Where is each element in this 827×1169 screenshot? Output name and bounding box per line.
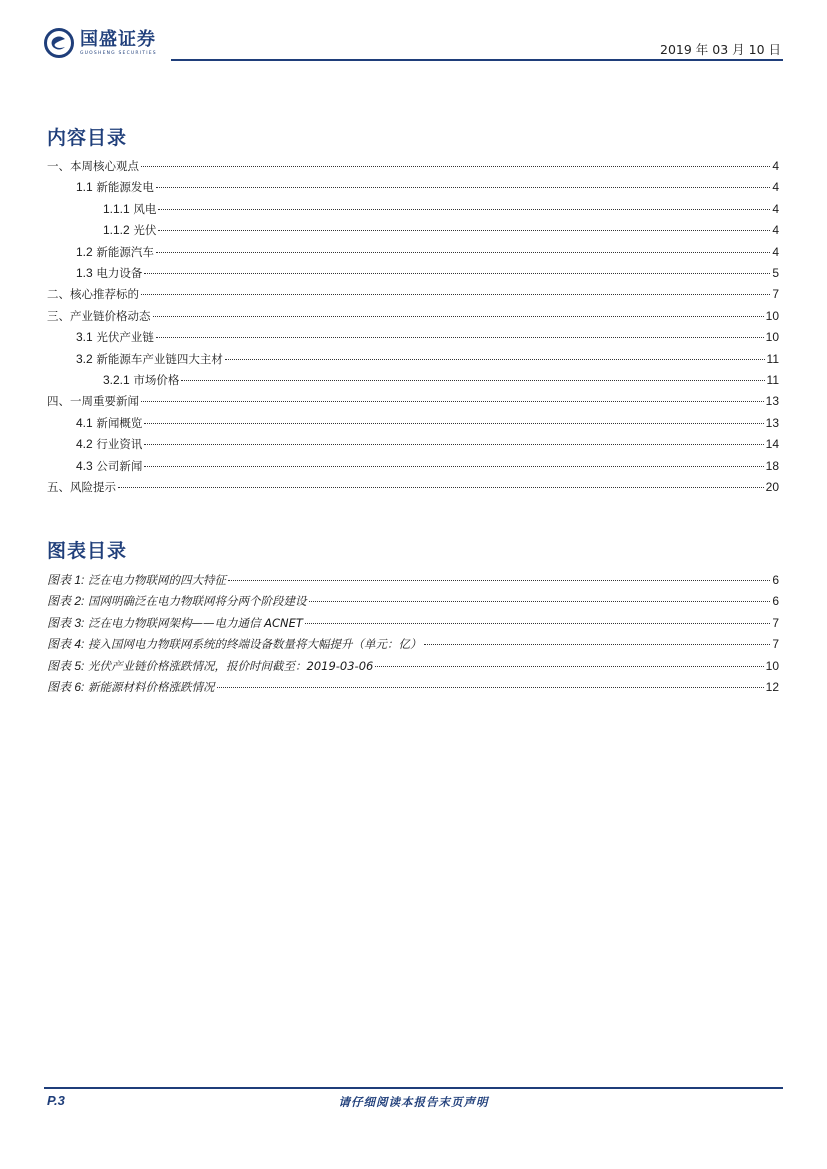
header-divider bbox=[171, 59, 783, 61]
toc-entry-text: 二、核心推荐标的 bbox=[47, 287, 139, 302]
toc-entry-page: 18 bbox=[765, 458, 779, 473]
figure-entry-text: 泛在电力物联网架构——电力通信 ACNET bbox=[88, 615, 303, 630]
disclaimer-text: 请仔细阅读本报告末页声明 bbox=[338, 1095, 489, 1109]
toc-entry-label bbox=[103, 372, 179, 388]
toc-entry-text: 新能源发电 bbox=[96, 180, 154, 195]
toc-entry-page: 10 bbox=[765, 330, 779, 345]
toc-entry-page: 14 bbox=[765, 437, 779, 452]
leader-dots bbox=[158, 230, 770, 231]
leader-dots bbox=[141, 294, 770, 295]
toc-entry-number: 1.1 bbox=[76, 180, 93, 195]
toc-entry-page: 4 bbox=[772, 244, 779, 259]
figure-entry-text: 新能源材料价格涨跌情况 bbox=[88, 680, 215, 694]
report-date: 2019 年 03 月 10 日 bbox=[660, 42, 781, 57]
toc-entry-label bbox=[103, 222, 156, 238]
leader-dots bbox=[158, 209, 770, 210]
figure-entry[interactable] bbox=[47, 614, 779, 634]
leader-dots bbox=[144, 423, 763, 424]
toc-entry-text: 行业资讯 bbox=[96, 437, 143, 452]
toc-entry-text: 光伏产业链 bbox=[96, 330, 154, 345]
figure-entry-number: 图表 5: bbox=[47, 658, 85, 673]
toc-entry-page: 4 bbox=[772, 159, 779, 173]
figure-entry-label bbox=[47, 571, 226, 588]
toc-entry-label bbox=[47, 158, 139, 174]
toc-entry-page: 4 bbox=[772, 201, 779, 216]
figure-entry-page: 7 bbox=[772, 615, 779, 630]
toc-entry-label bbox=[47, 393, 139, 409]
toc-entry-text: 光伏 bbox=[133, 223, 157, 238]
toc-entry[interactable] bbox=[47, 308, 779, 328]
toc-entry-label bbox=[76, 436, 142, 452]
figure-entry-label bbox=[47, 657, 373, 674]
figure-entry-page: 6 bbox=[772, 594, 779, 609]
toc-entry[interactable] bbox=[47, 158, 779, 178]
toc-entry-text: 电力设备 bbox=[96, 266, 143, 280]
leader-dots bbox=[156, 187, 770, 188]
figure-entry-label bbox=[47, 614, 303, 631]
figure-entry-label bbox=[47, 592, 307, 609]
brand-name-cn: 国盛证券 bbox=[80, 28, 156, 50]
toc-entry[interactable] bbox=[76, 244, 779, 264]
toc-entry-page: 7 bbox=[772, 287, 779, 302]
leader-dots bbox=[141, 401, 764, 402]
toc-entry-page: 11 bbox=[766, 351, 779, 366]
leader-dots bbox=[305, 623, 770, 624]
toc-entry-text: 市场价格 bbox=[133, 373, 180, 387]
toc-entry[interactable] bbox=[47, 393, 779, 413]
toc-entry-number: 3.2 bbox=[76, 351, 93, 366]
figure-entry-page: 7 bbox=[772, 637, 779, 652]
page-header bbox=[44, 24, 783, 64]
leader-dots bbox=[156, 337, 764, 338]
toc-entry-page: 5 bbox=[772, 266, 779, 280]
figure-entry-page: 10 bbox=[765, 658, 779, 673]
figure-entry-number: 图表 1: bbox=[47, 573, 85, 587]
figure-entry-number: 图表 3: bbox=[47, 615, 85, 630]
company-logo bbox=[44, 28, 157, 58]
figure-entry-number: 图表 2: bbox=[47, 594, 85, 609]
toc-entry-number: 3.2.1 bbox=[103, 373, 130, 387]
toc-entry-label bbox=[76, 415, 142, 431]
toc-entry[interactable] bbox=[47, 479, 779, 499]
toc-entry-page: 20 bbox=[765, 480, 779, 494]
leader-dots bbox=[375, 666, 763, 667]
toc-entry-number: 3.1 bbox=[76, 330, 93, 345]
toc-entry-text: 公司新闻 bbox=[96, 458, 143, 473]
logo-mark-icon bbox=[44, 28, 74, 58]
toc-entry[interactable] bbox=[103, 222, 779, 242]
toc-entry-label bbox=[103, 201, 156, 217]
figure-entry-page: 12 bbox=[765, 680, 779, 694]
figure-entry-label bbox=[47, 635, 422, 652]
leader-dots bbox=[225, 359, 765, 360]
figure-entry-text: 光伏产业链价格涨跌情况，报价时间截至：2019-03-06 bbox=[88, 658, 374, 673]
toc-entry-page: 13 bbox=[765, 415, 779, 430]
toc-entry-label bbox=[47, 286, 139, 302]
toc-entry[interactable] bbox=[103, 201, 779, 221]
toc-entry[interactable] bbox=[76, 351, 779, 371]
toc-entry-number: 1.1.2 bbox=[103, 223, 130, 238]
toc-entry-label bbox=[76, 179, 154, 195]
toc-entry-label bbox=[76, 265, 142, 281]
toc-entry[interactable] bbox=[103, 372, 779, 392]
toc-entry-page: 4 bbox=[772, 223, 779, 238]
toc-entry-number: 4.2 bbox=[76, 437, 93, 452]
toc-entry-page: 11 bbox=[766, 373, 779, 387]
toc-entry-label bbox=[47, 479, 116, 495]
leader-dots bbox=[181, 380, 764, 381]
toc-entry[interactable] bbox=[76, 265, 779, 285]
leader-dots bbox=[141, 166, 770, 167]
brand-name-en: GUOSHENG SECURITIES bbox=[80, 50, 157, 56]
toc-entry-text: 五、风险提示 bbox=[47, 480, 116, 494]
toc-entry-number: 4.1 bbox=[76, 415, 93, 430]
leader-dots bbox=[217, 687, 764, 688]
toc-entry[interactable] bbox=[76, 415, 779, 435]
leader-dots bbox=[424, 644, 771, 645]
toc-entry-label bbox=[76, 351, 223, 367]
toc-entry-text: 新能源汽车 bbox=[96, 244, 154, 259]
toc-entry-text: 四、一周重要新闻 bbox=[47, 394, 139, 409]
toc-entry-text: 三、产业链价格动态 bbox=[47, 308, 151, 323]
toc-entry[interactable] bbox=[47, 286, 779, 306]
toc-entry-label bbox=[76, 244, 154, 260]
toc-entry-text: 新能源车产业链四大主材 bbox=[96, 351, 223, 366]
figure-entry[interactable] bbox=[47, 571, 779, 591]
figures-title: 图表目录 bbox=[47, 540, 128, 562]
figure-entry-number: 图表 6: bbox=[47, 680, 85, 694]
leader-dots bbox=[153, 316, 764, 317]
figure-entry-text: 泛在电力物联网的四大特征 bbox=[88, 573, 226, 587]
toc-entry-label bbox=[76, 329, 154, 345]
figure-entry-text: 国网明确泛在电力物联网将分两个阶段建设 bbox=[88, 594, 307, 609]
leader-dots bbox=[118, 487, 764, 488]
leader-dots bbox=[156, 252, 770, 253]
toc-entry-page: 13 bbox=[765, 394, 779, 409]
figure-entry[interactable] bbox=[47, 678, 779, 698]
toc-entry-number: 1.1.1 bbox=[103, 201, 130, 216]
figure-entry-text: 接入国网电力物联网系统的终端设备数量将大幅提升（单元：亿） bbox=[88, 637, 422, 652]
toc-entry-number: 4.3 bbox=[76, 458, 93, 473]
toc-entry-page: 4 bbox=[772, 180, 779, 195]
toc-title: 内容目录 bbox=[47, 127, 128, 149]
leader-dots bbox=[144, 466, 763, 467]
toc-entry-text: 风电 bbox=[133, 201, 157, 216]
leader-dots bbox=[144, 444, 763, 445]
toc-entry[interactable] bbox=[76, 458, 779, 478]
figure-entry-page: 6 bbox=[772, 573, 779, 587]
toc-entry-number: 1.2 bbox=[76, 244, 93, 259]
toc-entry[interactable] bbox=[76, 179, 779, 199]
footer-divider bbox=[44, 1087, 783, 1089]
figure-entry-label bbox=[47, 678, 215, 695]
toc-entry-text: 一、本周核心观点 bbox=[47, 159, 139, 173]
leader-dots bbox=[309, 601, 771, 602]
toc-entry[interactable] bbox=[76, 329, 779, 349]
leader-dots bbox=[228, 580, 770, 581]
page-number: P.3 bbox=[47, 1093, 65, 1108]
toc-entry[interactable] bbox=[76, 436, 779, 456]
toc-entry-page: 10 bbox=[765, 308, 779, 323]
figure-entry[interactable] bbox=[47, 635, 779, 655]
figure-entry-number: 图表 4: bbox=[47, 637, 85, 652]
figure-entry[interactable] bbox=[47, 657, 779, 677]
toc-entry-label bbox=[76, 458, 142, 474]
toc-entry-number: 1.3 bbox=[76, 266, 93, 280]
figure-entry[interactable] bbox=[47, 592, 779, 612]
leader-dots bbox=[144, 273, 770, 274]
toc-entry-text: 新闻概览 bbox=[96, 415, 143, 430]
toc-entry-label bbox=[47, 308, 151, 324]
